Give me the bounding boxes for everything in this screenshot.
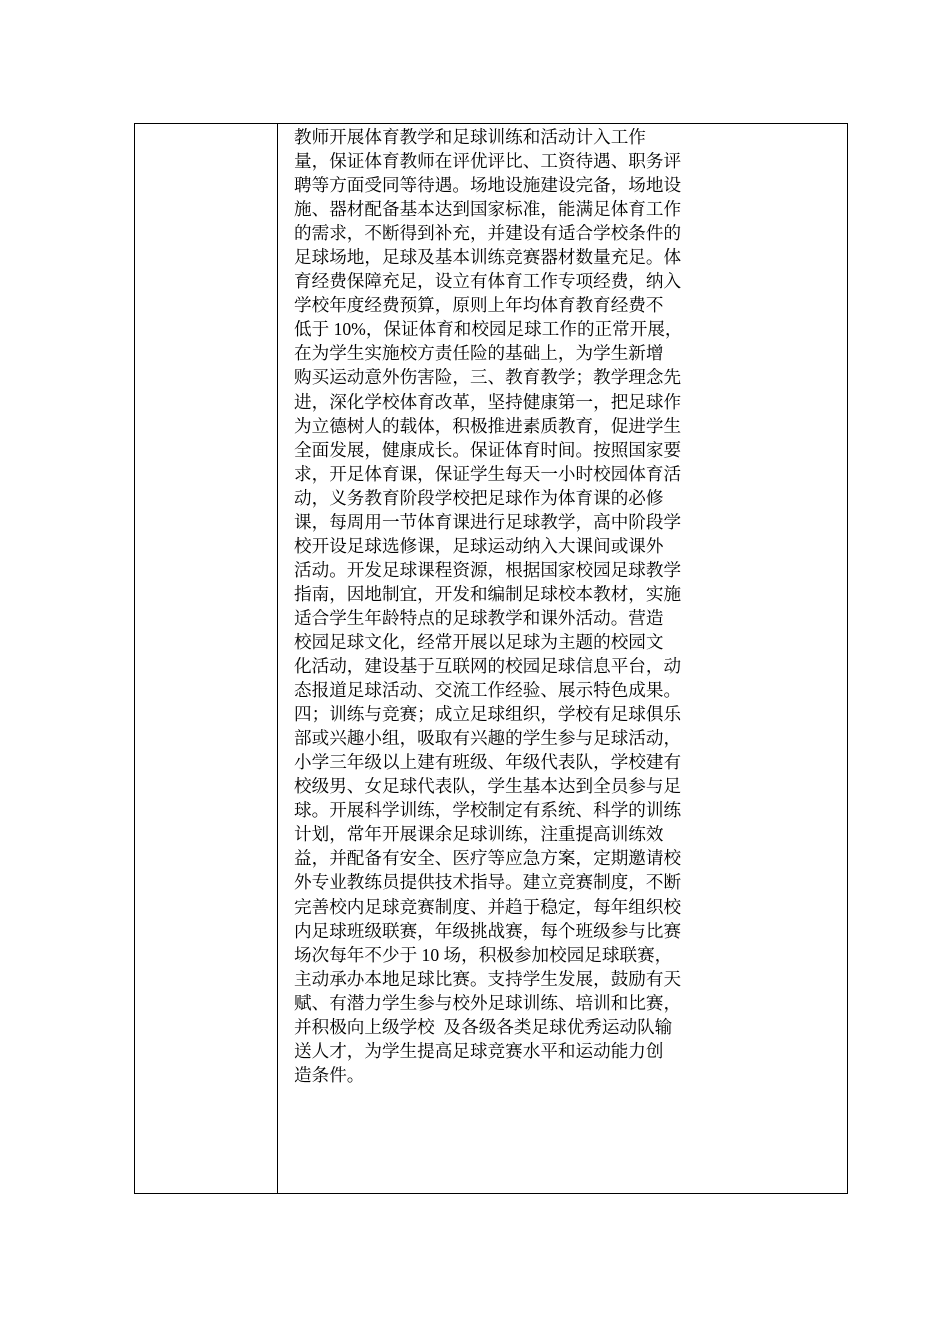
text-line: 内足球班级联赛，年级挑战赛，每个班级参与比赛 (294, 920, 682, 941)
text-line: 教师开展体育教学和足球训练和活动计入工作 (294, 127, 646, 147)
text-line: 指南，因地制宜，开发和编制足球校本教材，实施 (294, 583, 682, 604)
text-line: 球。开展科学训练，学校制定有系统、科学的训练 (294, 800, 682, 821)
text-line: 低于 10%，保证体育和校园足球工作的正常开展， (294, 319, 683, 340)
text-line: 送人才，为学生提高足球竞赛水平和运动能力创 (294, 1040, 664, 1061)
text-line: 外专业教练员提供技术指导。建立竞赛制度，不断 (294, 872, 682, 893)
text-line: 赋、有潜力学生参与校外足球训练、培训和比赛， (294, 992, 682, 1013)
text-line: 全面发展，健康成长。保证体育时间。按照国家要 (294, 439, 682, 460)
text-line: 课，每周用一节体育课进行足球教学，高中阶段学 (294, 511, 682, 532)
text-line: 的需求，不断得到补充，并建设有适合学校条件的 (294, 223, 682, 244)
text-line: 四；训练与竞赛；成立足球组织，学校有足球俱乐 (294, 704, 682, 725)
text-line: 育经费保障充足，设立有体育工作专项经费，纳入 (294, 271, 682, 292)
text-line: 适合学生年龄特点的足球教学和课外活动。营造 (294, 607, 664, 628)
text-line: 计划，常年开展课余足球训练，注重提高训练效 (294, 824, 664, 845)
text-line: 并积极向上级学校 及各级各类足球优秀运动队输 (294, 1016, 673, 1037)
text-line: 校园足球文化，经常开展以足球为主题的校园文 (294, 631, 664, 652)
text-line: 场次每年不少于 10 场，积极参加校园足球联赛， (294, 944, 673, 965)
text-line: 为立德树人的载体，积极推进素质教育，促进学生 (294, 415, 682, 436)
text-line: 学校年度经费预算，原则上年均体育教育经费不 (294, 295, 664, 316)
text-line: 活动。开发足球课程资源，根据国家校园足球教学 (294, 559, 682, 580)
text-line: 主动承办本地足球比赛。支持学生发展，鼓励有天 (294, 968, 682, 989)
text-line: 部或兴趣小组，吸取有兴趣的学生参与足球活动， (294, 728, 682, 749)
text-line: 进，深化学校体育改革，坚持健康第一，把足球作 (294, 391, 682, 412)
text-line: 动，义务教育阶段学校把足球作为体育课的必修 (294, 487, 664, 508)
text-line: 购买运动意外伤害险，三、教育教学；教学理念先 (294, 367, 682, 388)
text-line: 量，保证体育教师在评优评比、工资待遇、职务评 (294, 151, 682, 172)
left-table-cell (135, 124, 277, 1193)
text-line: 态报道足球活动、交流工作经验、展示特色成果。 (294, 680, 682, 701)
text-line: 小学三年级以上建有班级、年级代表队，学校建有 (294, 752, 682, 773)
text-line: 校级男、女足球代表队，学生基本达到全员参与足 (294, 776, 682, 797)
text-line: 聘等方面受同等待遇。场地设施建设完备，场地设 (294, 175, 682, 196)
text-line: 求，开足体育课，保证学生每天一小时校园体育活 (294, 463, 682, 484)
text-line: 完善校内足球竞赛制度、并趋于稳定，每年组织校 (294, 896, 682, 917)
text-line: 在为学生实施校方责任险的基础上，为学生新增 (294, 343, 664, 364)
text-line: 造条件。 (294, 1064, 365, 1085)
text-line: 施、器材配备基本达到国家标准，能满足体育工作 (294, 199, 682, 220)
text-line: 益，并配备有安全、医疗等应急方案，定期邀请校 (294, 848, 682, 869)
text-line: 足球场地，足球及基本训练竞赛器材数量充足。体 (294, 247, 682, 268)
text-line: 校开设足球选修课，足球运动纳入大课间或课外 (294, 535, 664, 556)
text-line: 化活动，建设基于互联网的校园足球信息平台，动 (294, 656, 682, 677)
body-paragraph (294, 125, 708, 1087)
